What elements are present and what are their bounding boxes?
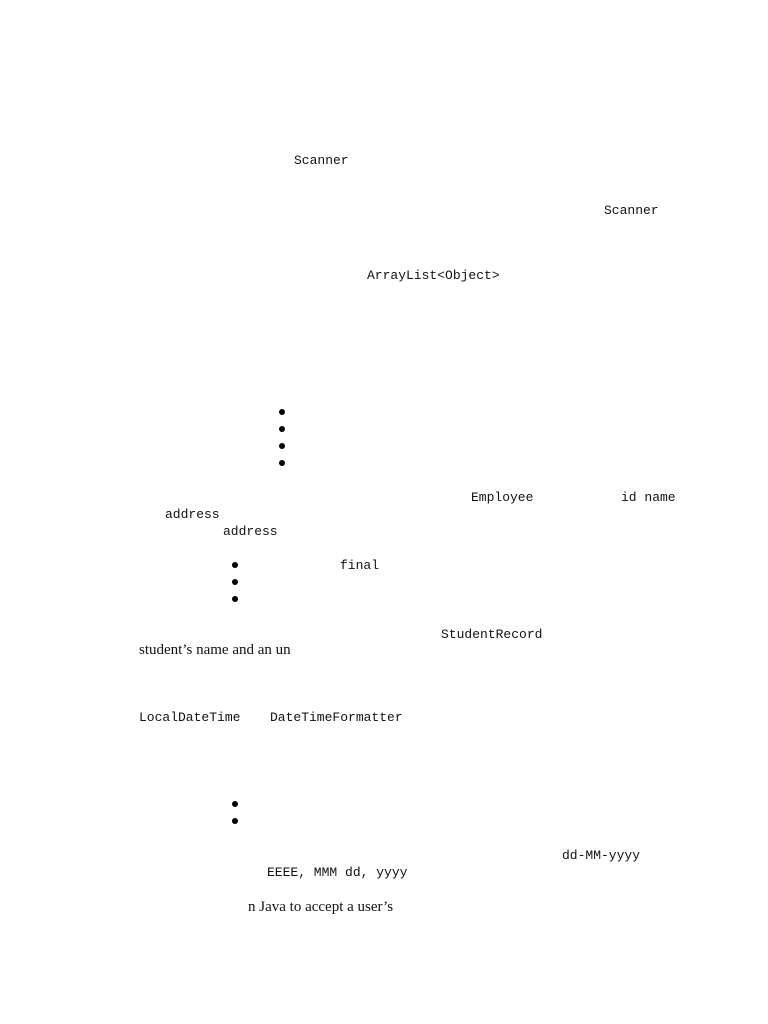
code-term-student-record: StudentRecord: [441, 627, 543, 642]
code-term-employee: Employee: [471, 490, 534, 505]
code-term-address: address: [165, 507, 220, 522]
code-term-date-time-formatter: DateTimeFormatter: [270, 710, 403, 725]
code-term-id-name: id name: [621, 490, 676, 505]
code-term-final: final: [340, 558, 380, 573]
code-term-date-pattern: dd-MM-yyyy: [562, 848, 641, 863]
code-term-scanner: Scanner: [604, 203, 659, 218]
code-term-date-pattern: EEEE, MMM dd, yyyy: [267, 865, 408, 880]
code-term-local-date-time: LocalDateTime: [139, 710, 241, 725]
list-bullet: [232, 562, 238, 568]
prose-fragment-java-accept: n Java to accept a user’s: [248, 899, 394, 915]
list-bullet: [279, 409, 285, 415]
code-term-arraylist-object: ArrayList<Object>: [367, 268, 500, 283]
list-bullet: [279, 460, 285, 466]
list-bullet: [232, 801, 238, 807]
list-bullet: [232, 579, 238, 585]
code-term-address: address: [223, 524, 278, 539]
prose-fragment-student-name: student’s name and an un: [139, 642, 291, 658]
list-bullet: [232, 596, 238, 602]
list-bullet: [279, 426, 285, 432]
list-bullet: [279, 443, 285, 449]
code-term-scanner: Scanner: [294, 153, 349, 168]
list-bullet: [232, 818, 238, 824]
